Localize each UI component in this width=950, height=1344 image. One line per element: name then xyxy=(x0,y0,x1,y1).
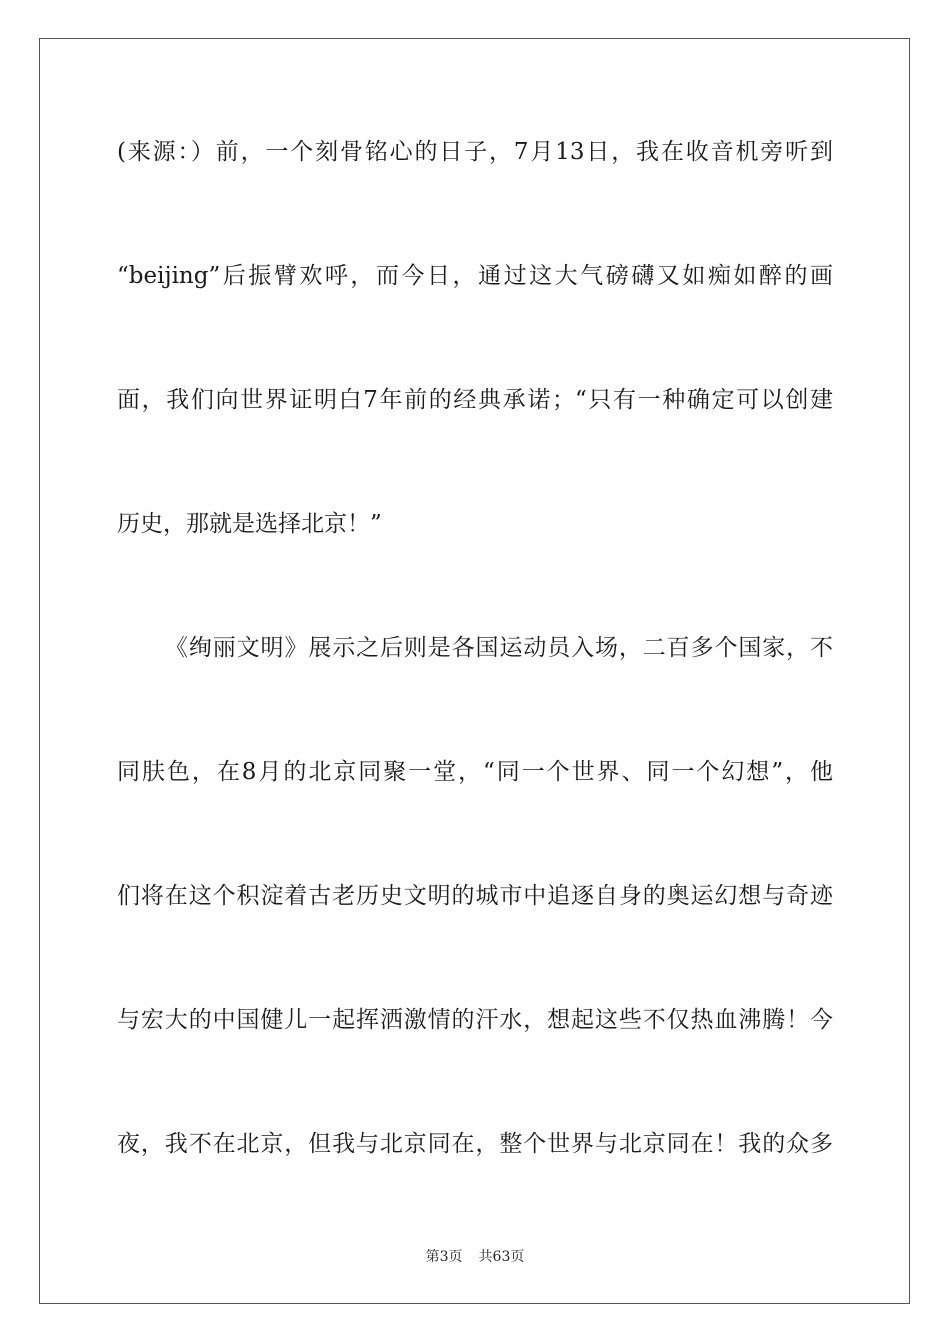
paragraph-2-line-3: 们将在这个积淀着古老历史文明的城市中追逐自身的奥运幻想与奇迹 xyxy=(117,883,833,909)
page-footer xyxy=(0,1248,950,1266)
paragraph-1-line-3: 面，我们向世界证明白7年前的经典承诺；“只有一种确定可以创建 xyxy=(117,387,833,413)
paragraph-2-line-1: 《绚丽文明》展示之后则是各国运动员入场，二百多个国家，不 xyxy=(165,635,833,661)
page-frame xyxy=(39,38,910,1304)
paragraph-2-line-2: 同肤色，在8月的北京同聚一堂，“同一个世界、同一个幻想”，他 xyxy=(117,759,833,785)
paragraph-1-line-2: “beijing”后振臂欢呼，而今日，通过这大气磅礴又如痴如醉的画 xyxy=(117,263,833,289)
paragraph-1-line-1: (来源：）前，一个刻骨铭心的日子，7月13日，我在收音机旁听到 xyxy=(117,139,833,165)
page-number: 第3页 xyxy=(425,1249,463,1265)
paragraph-2-line-4: 与宏大的中国健儿一起挥洒激情的汗水，想起这些不仅热血沸腾！今 xyxy=(117,1007,833,1033)
paragraph-2-line-5: 夜，我不在北京，但我与北京同在，整个世界与北京同在！我的众多 xyxy=(117,1131,833,1157)
paragraph-1-line-4: 历史，那就是选择北京！” xyxy=(117,511,382,537)
page-total: 共63页 xyxy=(478,1249,525,1265)
